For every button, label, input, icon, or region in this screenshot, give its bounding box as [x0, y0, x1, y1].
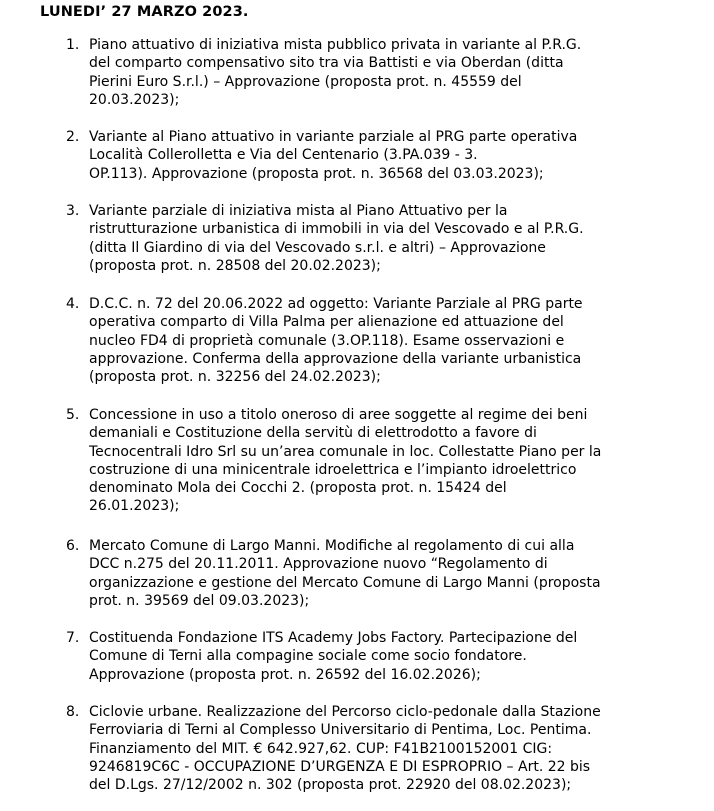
item-number: 1.: [66, 37, 80, 53]
item-line: operativa comparto di Villa Palma per alienazione ed attuazione del: [89, 314, 564, 331]
item-line: nucleo FD4 di proprietà comunale (3.OP.118). Esame osservazioni e: [89, 332, 565, 349]
item-line: Pierini Euro S.r.l.) – Approvazione (proposta prot. n. 45559 del: [89, 73, 522, 90]
item-line: Concessione in uso a titolo oneroso di aree soggette al regime dei beni: [89, 407, 588, 423]
item-number: 7.: [66, 630, 80, 646]
item-line: (proposta prot. n. 32256 del 24.02.2023);: [89, 369, 381, 386]
item-line: 20.03.2023);: [89, 91, 180, 108]
item-line: OP.113). Approvazione (proposta prot. n. 36568 del 03.03.2023);: [89, 165, 544, 182]
item-line: Finanziamento del MIT. € 642.927,62. CUP: F41B2100152001 CIG:: [89, 740, 553, 757]
item-line: Costituenda Fondazione ITS Academy Jobs Factory. Partecipazione del: [89, 630, 578, 646]
item-line: (proposta prot. n. 28508 del 20.02.2023);: [89, 257, 381, 274]
item-text: [89, 703, 714, 794]
item-line: Mercato Comune di Largo Manni. Modifiche al regolamento di cui alla: [89, 538, 575, 554]
item-number: 4.: [66, 296, 80, 312]
item-text: [89, 406, 714, 516]
item-line: Località Collerolletta e Via del Centenario (3.PA.039 - 3.: [89, 147, 478, 164]
item-line: prot. n. 39569 del 09.03.2023);: [89, 592, 310, 609]
item-text: [89, 295, 714, 386]
item-text: [89, 537, 714, 610]
item-number: 5.: [66, 407, 80, 423]
item-text: [89, 36, 714, 109]
item-line: organizzazione e gestione del Mercato Comune di Largo Manni (proposta: [89, 574, 601, 591]
item-line: Approvazione (proposta prot. n. 26592 del 16.02.2026);: [89, 666, 481, 683]
item-line: D.C.C. n. 72 del 20.06.2022 ad oggetto: Variante Parziale al PRG parte: [89, 296, 583, 312]
item-line: Variante parziale di iniziativa mista al Piano Attuativo per la: [89, 203, 508, 219]
page-heading: LUNEDI’ 27 MARZO 2023.: [40, 4, 249, 20]
item-line: Tecnocentrali Idro Srl su un’area comunale in loc. Collestatte Piano per la: [89, 443, 602, 460]
item-text: [89, 128, 714, 183]
item-line: Variante al Piano attuativo in variante parziale al PRG parte operativa: [89, 129, 578, 145]
item-line: ristrutturazione urbanistica di immobili in via del Vescovado e al P.R.G.: [89, 221, 584, 238]
item-line: del comparto compensativo sito tra via Battisti e via Oberdan (ditta: [89, 55, 564, 72]
item-text: [89, 629, 714, 684]
item-line: demaniali e Costituzione della servitù di elettrodotto a favore di: [89, 425, 537, 442]
item-line: Comune di Terni alla compagine sociale come socio fondatore.: [89, 648, 527, 665]
item-number: 3.: [66, 203, 80, 219]
item-number: 2.: [66, 129, 80, 145]
item-line: costruzione di una minicentrale idroelettrica e l’impianto idroelettrico: [89, 461, 577, 478]
item-line: approvazione. Conferma della approvazione della variante urbanistica: [89, 350, 582, 367]
item-line: del D.Lgs. 27/12/2002 n. 302 (proposta prot. 22920 del 08.02.2023);: [89, 777, 572, 794]
item-line: (ditta Il Giardino di via del Vescovado s.r.l. e altri) – Approvazione: [89, 239, 546, 256]
item-line: Piano attuativo di iniziativa mista pubblico privata in variante al P.R.G.: [89, 37, 582, 53]
item-text: [89, 202, 714, 275]
item-line: Ciclovie urbane. Realizzazione del Percorso ciclo-pedonale dalla Stazione: [89, 704, 601, 720]
item-number: 8.: [66, 704, 80, 720]
item-line: 26.01.2023);: [89, 498, 180, 515]
item-line: DCC n.275 del 20.11.2011. Approvazione nuovo “Regolamento di: [89, 556, 548, 573]
item-number: 6.: [66, 538, 80, 554]
item-line: denominato Mola dei Cocchi 2. (proposta prot. n. 15424 del: [89, 480, 507, 497]
item-line: Ferroviaria di Terni al Complesso Universitario di Pentima, Loc. Pentima.: [89, 722, 592, 739]
item-line: 9246819C6C - OCCUPAZIONE D’URGENZA E DI ESPROPRIO – Art. 22 bis: [89, 758, 591, 775]
